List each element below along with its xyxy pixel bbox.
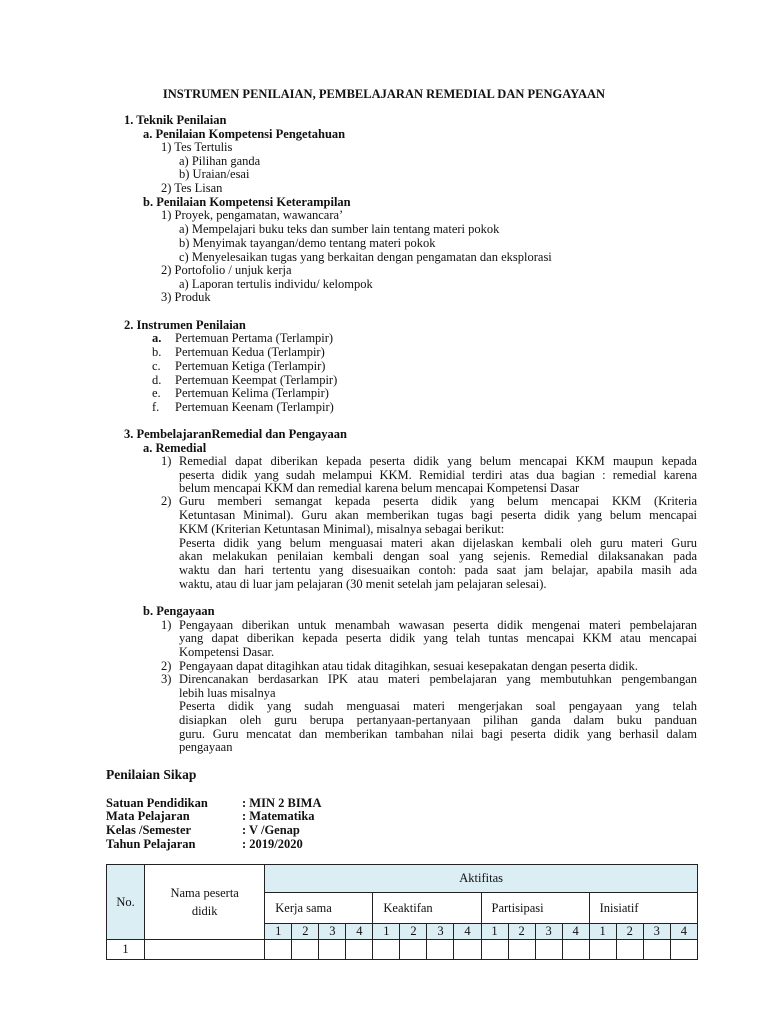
score-header: 3 bbox=[643, 924, 670, 940]
remedial-heading: a. Remedial bbox=[143, 441, 207, 455]
table-cell bbox=[145, 940, 265, 960]
list-item: Pertemuan Pertama (Terlampir) bbox=[175, 331, 334, 345]
list-item: 1) Proyek, pengamatan, wawancara’ bbox=[161, 208, 344, 222]
score-header: 4 bbox=[670, 924, 697, 940]
info-value: : Matematika bbox=[242, 809, 315, 823]
list-item: b) Menyimak tayangan/demo tentang materi pokok bbox=[179, 236, 436, 250]
table-cell bbox=[670, 940, 697, 960]
table-cell bbox=[319, 940, 346, 960]
paragraph-line: lebih luas misalnya bbox=[179, 686, 276, 700]
paragraph-line: Remedial dapat diberikan kepada peserta didik yang belum mencapai KKM maupun kepada bbox=[179, 454, 697, 468]
table-cell bbox=[616, 940, 643, 960]
group-header: Partisipasi bbox=[481, 893, 589, 924]
col-no-label: No. bbox=[116, 894, 135, 909]
list-marker: c. bbox=[152, 359, 161, 373]
score-header: 1 bbox=[265, 924, 292, 940]
paragraph-line: guru. Guru mencatat dan memberikan tambahan nilai bagi peserta didik yang berhasil dalam bbox=[179, 727, 697, 741]
list-number: 2) bbox=[161, 494, 172, 508]
paragraph-line: Pengayaan diberikan untuk menambah wawasan peserta didik mengenai materi pembelajaran bbox=[179, 618, 697, 632]
info-value: : MIN 2 BIMA bbox=[242, 796, 322, 810]
group-header: Inisiatif bbox=[589, 893, 697, 924]
score-header: 4 bbox=[562, 924, 589, 940]
list-item: Pertemuan Keenam (Terlampir) bbox=[175, 400, 334, 414]
list-item: 3) Produk bbox=[161, 290, 211, 304]
table-cell bbox=[643, 940, 670, 960]
table-row bbox=[107, 940, 698, 960]
paragraph-line: pengayaan bbox=[179, 740, 233, 754]
row-number: 1 bbox=[107, 940, 145, 960]
list-item: b) Uraian/esai bbox=[179, 167, 250, 181]
list-item: Pertemuan Kedua (Terlampir) bbox=[175, 345, 325, 359]
score-header: 4 bbox=[454, 924, 481, 940]
table-cell bbox=[508, 940, 535, 960]
col-nama-label-1: Nama peserta bbox=[170, 886, 239, 900]
score-header: 3 bbox=[319, 924, 346, 940]
list-item: Pertemuan Keempat (Terlampir) bbox=[175, 373, 338, 387]
table-cell bbox=[427, 940, 454, 960]
paragraph-line: Kompetensi Dasar. bbox=[179, 645, 275, 659]
table-cell bbox=[373, 940, 400, 960]
table-cell bbox=[589, 940, 616, 960]
score-header: 3 bbox=[535, 924, 562, 940]
list-item: Pertemuan Kelima (Terlampir) bbox=[175, 386, 329, 400]
score-header: 3 bbox=[427, 924, 454, 940]
col-aktifitas-header bbox=[265, 865, 698, 893]
paragraph-line: yang dapat diberikan kepada peserta didik yang telah tuntas mencapai KKM atau mencapai bbox=[179, 631, 697, 645]
score-header: 2 bbox=[508, 924, 535, 940]
paragraph-line: waktu, atau di luar jam pelajaran (30 menit setelah jam pelajaran selesai). bbox=[179, 577, 547, 591]
table-cell bbox=[481, 940, 508, 960]
sikap-title: Penilaian Sikap bbox=[106, 767, 197, 782]
paragraph-line: belum mencapai KKM dan remedial karena belum mencapai Kompetensi Dasar bbox=[179, 481, 580, 495]
list-number: 1) bbox=[161, 454, 172, 468]
col-nama-label-2: didik bbox=[191, 904, 218, 918]
table-cell bbox=[292, 940, 319, 960]
paragraph-line: peserta didik yang sudah melampui KKM. Remidial terdiri atas dua bagian : remedial karena bbox=[179, 468, 697, 482]
score-header: 2 bbox=[292, 924, 319, 940]
group-header: Kerja sama bbox=[265, 893, 373, 924]
paragraph-line: disiapkan oleh guru berupa pertanyaan-pertanyaan pilihan ganda dalam buku panduan bbox=[179, 713, 697, 727]
info-value: : 2019/2020 bbox=[242, 837, 303, 851]
list-number: 3) bbox=[161, 672, 172, 686]
list-marker: b. bbox=[152, 345, 162, 359]
paragraph-line: waktu dan hari tertentu yang disesuaikan contoh: pada saat jam belajar, apabila masih ada bbox=[179, 563, 697, 577]
sikap-table bbox=[106, 864, 698, 960]
list-number: 2) bbox=[161, 659, 172, 673]
score-header: 1 bbox=[481, 924, 508, 940]
paragraph-line: Peserta didik yang belum menguasai materi akan dijelaskan kembali oleh guru materi Guru bbox=[179, 536, 697, 550]
pengayaan-heading: b. Pengayaan bbox=[143, 604, 215, 618]
info-label: Satuan Pendidikan bbox=[106, 796, 208, 810]
col-aktifitas-label: Aktifitas bbox=[459, 871, 503, 885]
col-no-header bbox=[107, 865, 145, 940]
document-title: INSTRUMEN PENILAIAN, PEMBELAJARAN REMEDIAL DAN PENGAYAAN bbox=[162, 87, 606, 101]
list-marker: e. bbox=[152, 386, 161, 400]
paragraph-line: akan melakukan penilaian kembali dengan soal yang sejenis. Remedial dilaksanakan pada bbox=[179, 549, 697, 563]
list-item: c) Menyelesaikan tugas yang berkaitan dengan pengamatan dan eksplorasi bbox=[179, 250, 552, 264]
section-3-heading: 3. PembelajaranRemedial dan Pengayaan bbox=[124, 427, 347, 441]
table-cell bbox=[265, 940, 292, 960]
col-nama-header bbox=[145, 865, 265, 940]
info-label: Mata Pelajaran bbox=[106, 809, 190, 823]
score-header: 1 bbox=[589, 924, 616, 940]
info-value: : V /Genap bbox=[242, 823, 300, 837]
paragraph-line: Direncanakan berdasarkan IPK atau materi pembelajaran yang membutuhkan pengembangan bbox=[179, 672, 697, 686]
table-cell bbox=[535, 940, 562, 960]
score-header: 4 bbox=[346, 924, 373, 940]
score-header: 2 bbox=[400, 924, 427, 940]
paragraph-line: Peserta didik yang sudah menguasai materi mengerjakan soal pengayaan yang telah bbox=[179, 699, 697, 713]
list-item: 2) Tes Lisan bbox=[161, 181, 223, 195]
info-label: Tahun Pelajaran bbox=[106, 837, 196, 851]
table-cell bbox=[346, 940, 373, 960]
table-cell bbox=[400, 940, 427, 960]
list-marker: a. bbox=[152, 331, 162, 345]
section-1b-heading: b. Penilaian Kompetensi Keterampilan bbox=[143, 195, 351, 209]
list-item: Pertemuan Ketiga (Terlampir) bbox=[175, 359, 326, 373]
list-marker: d. bbox=[152, 373, 162, 387]
section-1a-heading: a. Penilaian Kompetensi Pengetahuan bbox=[143, 127, 346, 141]
section-2-heading: 2. Instrumen Penilaian bbox=[124, 318, 246, 332]
list-item: a) Laporan tertulis individu/ kelompok bbox=[179, 277, 373, 291]
list-item: 2) Portofolio / unjuk kerja bbox=[161, 263, 292, 277]
paragraph-line: Pengayaan dapat ditagihkan atau tidak ditagihkan, sesuai kesepakatan dengan peserta didik. bbox=[179, 659, 638, 673]
score-header: 1 bbox=[373, 924, 400, 940]
list-item: a) Pilihan ganda bbox=[179, 154, 261, 168]
paragraph-line: Ketuntasan Minimal). Guru akan memberikan tugas bagi peserta didik yang belum mencapai bbox=[179, 508, 697, 522]
table-cell bbox=[454, 940, 481, 960]
list-item: 1) Tes Tertulis bbox=[161, 140, 233, 154]
paragraph-line: Guru memberi semangat kepada peserta didik yang belum mencapai KKM (Kriteria bbox=[179, 494, 697, 508]
section-1-heading: 1. Teknik Penilaian bbox=[124, 113, 227, 127]
list-marker: f. bbox=[152, 400, 160, 414]
list-item: a) Mempelajari buku teks dan sumber lain tentang materi pokok bbox=[179, 222, 500, 236]
list-number: 1) bbox=[161, 618, 172, 632]
paragraph-line: KKM (Kriterian Ketuntasan Minimal), misalnya sebagai berikut: bbox=[179, 522, 505, 536]
info-label: Kelas /Semester bbox=[106, 823, 192, 837]
group-header: Keaktifan bbox=[373, 893, 481, 924]
score-header: 2 bbox=[616, 924, 643, 940]
table-cell bbox=[562, 940, 589, 960]
